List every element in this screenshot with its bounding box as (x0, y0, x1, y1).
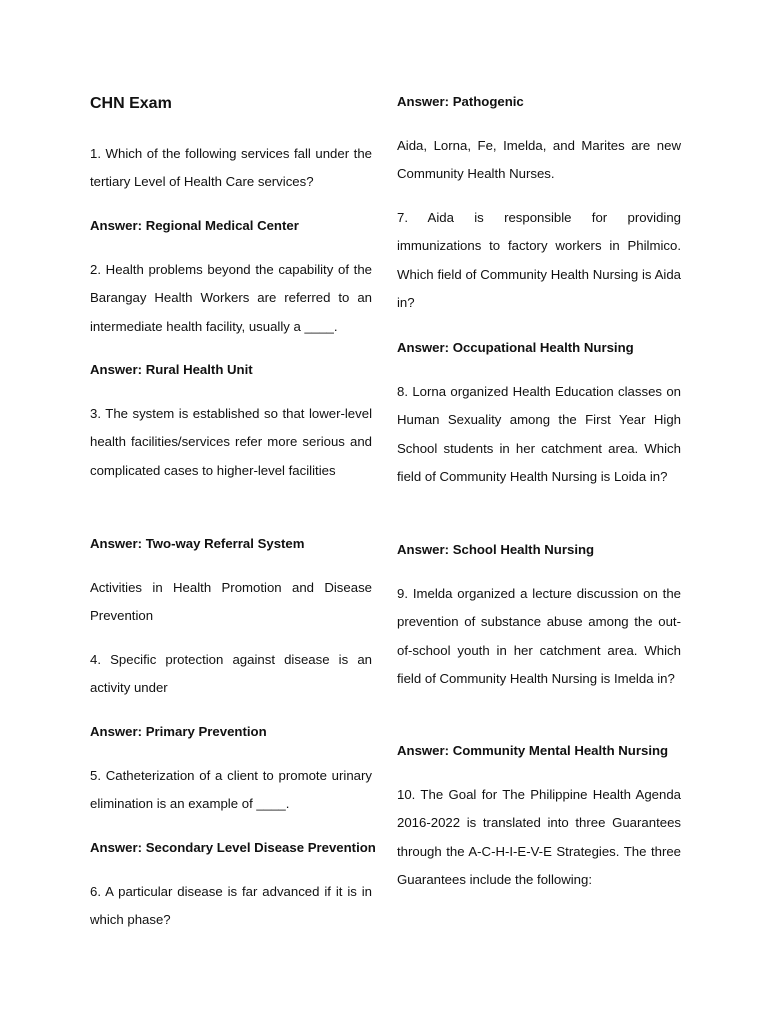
question-8: 8. Lorna organized Health Education classes on Human Sexuality among the First Year High School students in her catchment area. Which field of Community Health Nursing is Loida in? (397, 384, 681, 485)
answer-3: Answer: Two-way Referral System (90, 536, 305, 551)
question-7: 7. Aida is responsible for providing immunizations to factory workers in Philmico. Which field of Community Health Nursing is Aida in? (397, 210, 681, 311)
question-4: 4. Specific protection against disease is an activity under (90, 652, 372, 696)
answer-5: Answer: Secondary Level Disease Prevention (90, 840, 376, 855)
intro-nurses: Aida, Lorna, Fe, Imelda, and Marites are new Community Health Nurses. (397, 138, 681, 182)
answer-6: Answer: Pathogenic (397, 94, 524, 109)
question-6: 6. A particular disease is far advanced if it is in which phase? (90, 884, 372, 928)
answer-8: Answer: School Health Nursing (397, 542, 595, 557)
answer-2: Answer: Rural Health Unit (90, 362, 253, 377)
question-5: 5. Catheterization of a client to promote urinary elimination is an example of ____. (90, 768, 372, 812)
question-3: 3. The system is established so that lower-level health facilities/services refer more serious and complicated cases to higher-level facilities (90, 406, 372, 478)
section-heading-prevention: Activities in Health Promotion and Disease Prevention (90, 580, 372, 624)
page-title: CHN Exam (90, 95, 172, 112)
question-10: 10. The Goal for The Philippine Health Agenda 2016-2022 is translated into three Guarantees through the A-C-H-I-E-V-E Strategies. The three Guarantees include the following: (397, 787, 681, 888)
answer-1: Answer: Regional Medical Center (90, 218, 299, 233)
answer-4: Answer: Primary Prevention (90, 724, 267, 739)
question-1: 1. Which of the following services fall under the tertiary Level of Health Care services? (90, 146, 372, 190)
question-2: 2. Health problems beyond the capability of the Barangay Health Workers are referred to an intermediate health facility, usually a ____. (90, 262, 372, 334)
answer-7: Answer: Occupational Health Nursing (397, 340, 634, 355)
question-9: 9. Imelda organized a lecture discussion on the prevention of substance abuse among the out-of-school youth in her catchment area. Which field of Community Health Nursing is Imelda in? (397, 586, 681, 687)
answer-9: Answer: Community Mental Health Nursing (397, 743, 669, 758)
